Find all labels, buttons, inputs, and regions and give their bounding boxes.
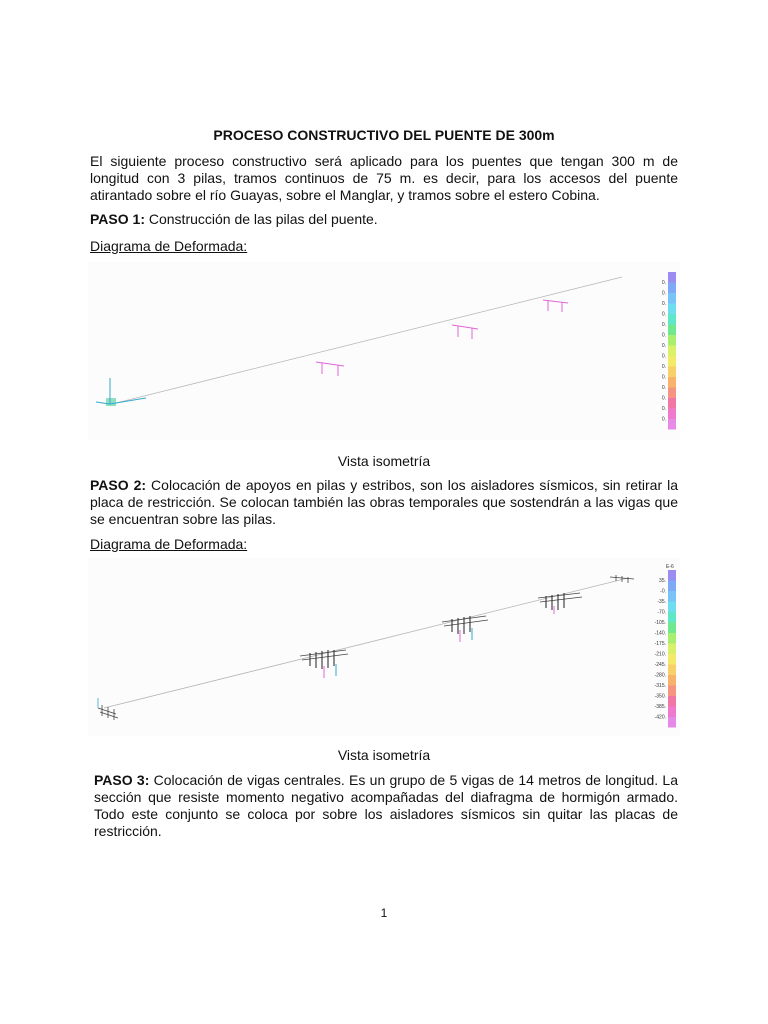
legend-tick-label: -210.	[654, 651, 666, 658]
legend-swatch	[668, 696, 676, 707]
legend-swatch	[668, 272, 676, 283]
deformation-color-legend	[655, 564, 676, 728]
paso-3-paragraph	[94, 772, 678, 840]
legend-tick-label: -350.	[654, 693, 666, 700]
paso-1-paragraph	[90, 211, 678, 228]
legend-swatch	[668, 304, 676, 315]
pier-1-supports	[300, 650, 348, 678]
legend-tick-label: 0.	[661, 322, 666, 328]
legend-tick-label: 0.	[661, 332, 666, 339]
legend-tick-label: -140.	[654, 630, 666, 637]
diagram-label-2: Diagrama de Deformada:	[90, 536, 248, 552]
document-title: PROCESO CONSTRUCTIVO DEL PUENTE DE 300m	[213, 127, 555, 143]
legend-tick-label: 0.	[661, 406, 666, 412]
legend-swatch	[668, 644, 676, 655]
legend-swatch	[668, 654, 676, 665]
legend-tick-label: 0.	[661, 343, 666, 349]
paso-2-paragraph	[90, 477, 678, 528]
legend-swatch	[668, 675, 676, 686]
legend-tick-label: 0.	[661, 374, 666, 381]
legend-swatch	[668, 717, 676, 728]
legend-swatch	[668, 398, 676, 409]
legend-swatch	[668, 665, 676, 676]
legend-title: E-6	[666, 564, 674, 570]
deformation-color-legend	[662, 272, 676, 430]
figure-2-isometric-view	[88, 558, 680, 736]
legend-tick-label: -0.	[660, 588, 666, 595]
paso-2-label: PASO 2:	[90, 477, 147, 493]
legend-swatch	[668, 602, 676, 613]
deck-line	[104, 578, 628, 708]
legend-swatch	[668, 612, 676, 623]
legend-tick-label: -175.	[654, 641, 666, 647]
legend-tick-label: 0.	[661, 416, 666, 423]
legend-tick-label: -35.	[657, 599, 666, 605]
legend-swatch	[668, 623, 676, 634]
legend-tick-label: 0.	[661, 280, 666, 286]
legend-swatch	[668, 633, 676, 644]
caption-2: Vista isometría	[337, 747, 431, 763]
legend-tick-label: 0.	[661, 385, 666, 391]
paso-1-text: Construcción de las pilas del puente.	[144, 211, 378, 227]
legend-swatch	[668, 367, 676, 378]
intro-paragraph: El siguiente proceso constructivo será aplicado para los puentes que tengan 300 m de longitud con 3 pilas, tramos continuos de 75 m. es decir, para los accesos del puente atirantado sobre el río Guayas, sobre el Manglar, y tramos sobre el estero Cobina.	[90, 153, 678, 203]
legend-tick-label: 0.	[661, 353, 666, 360]
paso-3-label: PASO 3:	[94, 772, 150, 788]
legend-tick-label: -105.	[654, 620, 666, 626]
legend-swatch	[668, 346, 676, 357]
legend-tick-label: -420.	[654, 714, 666, 721]
page-number: 1	[380, 906, 388, 920]
figure-1-isometric-view	[88, 262, 680, 440]
legend-swatch	[668, 283, 676, 294]
legend-swatch	[668, 686, 676, 697]
pier-3-supports	[538, 593, 582, 614]
paso-3-text: Colocación de vigas centrales. Es un grupo de 5 vigas de 14 metros de longitud. La sección que resiste momento negativo acompañadas del diafragma de hormigón armado. Todo este conjunto se coloca por sobre los aisladores sísmicos sin quitar las placas de restricción.	[94, 772, 678, 839]
pier-1	[316, 362, 344, 376]
deck-line	[112, 277, 622, 404]
paso-2-text: Colocación de apoyos en pilas y estribos, son los aisladores sísmicos, sin retirar la placa de restricción. Se colocan también las obras temporales que sostendrán a las vigas que se encuentran sobre las pilas.	[90, 477, 678, 527]
diagram-label-1: Diagrama de Deformada:	[90, 238, 248, 254]
legend-tick-label: -70.	[657, 609, 666, 616]
abutment-start-supports	[98, 698, 118, 720]
pier-2	[452, 325, 478, 339]
legend-tick-label: -280.	[654, 672, 666, 679]
legend-swatch	[668, 356, 676, 367]
axis-triad-icon	[96, 378, 146, 406]
pier-3	[543, 300, 568, 312]
legend-tick-label: 0.	[661, 311, 666, 318]
legend-swatch	[668, 707, 676, 718]
legend-swatch	[668, 409, 676, 420]
pier-2-supports	[442, 616, 488, 642]
legend-tick-label: -315.	[654, 683, 666, 689]
legend-swatch	[668, 335, 676, 346]
legend-tick-label: 0.	[661, 364, 666, 370]
legend-swatch	[668, 591, 676, 602]
legend-swatch	[668, 314, 676, 325]
legend-tick-label: 35.	[659, 578, 666, 584]
legend-tick-label: -245.	[654, 662, 666, 668]
legend-tick-label: 0.	[661, 301, 666, 307]
legend-tick-label: 0.	[661, 290, 666, 297]
legend-swatch	[668, 419, 676, 430]
paso-1-label: PASO 1:	[90, 211, 145, 227]
legend-swatch	[668, 581, 676, 592]
legend-swatch	[668, 325, 676, 336]
legend-tick-label: -385.	[654, 704, 666, 710]
legend-swatch	[668, 388, 676, 399]
caption-1: Vista isometría	[337, 453, 431, 469]
legend-swatch	[668, 570, 676, 581]
legend-tick-label: 0.	[661, 395, 666, 402]
legend-swatch	[668, 293, 676, 304]
legend-swatch	[668, 377, 676, 388]
